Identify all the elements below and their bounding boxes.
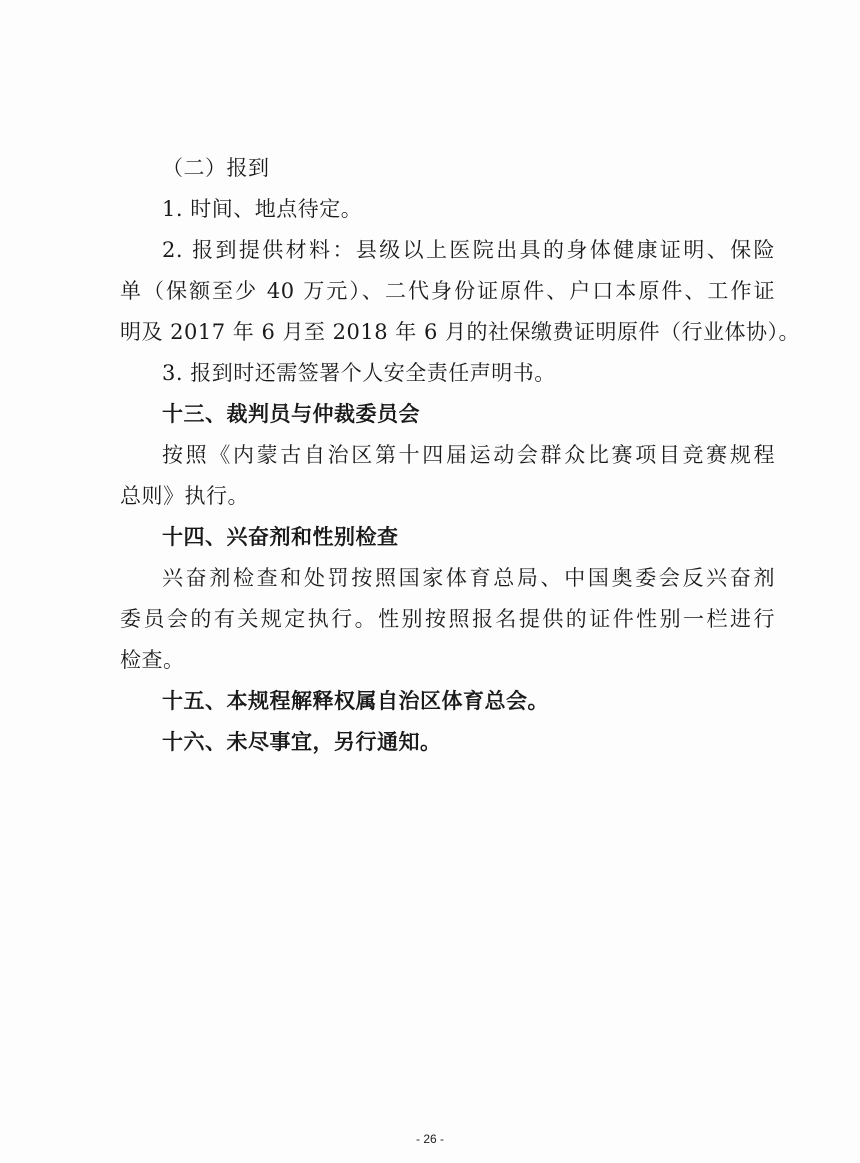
section-heading-referees: 十三、裁判员与仲裁委员会 [162, 402, 420, 426]
paragraph-line: 2. 报到提供材料：县级以上医院出具的身体健康证明、保险 [162, 238, 775, 262]
paragraph-line: 明及 2017 年 6 月至 2018 年 6 月的社保缴费证明原件（行业体协）。 [120, 320, 801, 344]
paragraph-line: 3. 报到时还需签署个人安全责任声明书。 [162, 361, 556, 385]
paragraph-line: 1. 时间、地点待定。 [162, 197, 363, 221]
paragraph-line: 兴奋剂检查和处罚按照国家体育总局、中国奥委会反兴奋剂 [162, 566, 775, 590]
paragraph-line: 单（保额至少 40 万元）、二代身份证原件、户口本原件、工作证 [120, 279, 775, 303]
paragraph-line: 总则》执行。 [120, 484, 249, 508]
paragraph-line: 按照《内蒙古自治区第十四届运动会群众比赛项目竞赛规程 [162, 443, 775, 467]
paragraph-line: 委员会的有关规定执行。性别按照报名提供的证件性别一栏进行 [120, 607, 775, 631]
section-heading-doping: 十四、兴奋剂和性别检查 [162, 525, 399, 549]
document-body [120, 148, 801, 763]
page-number: - 26 - [415, 1132, 444, 1146]
section-heading-misc: 十六、未尽事宜，另行通知。 [162, 730, 442, 754]
paragraph-line: 检查。 [120, 648, 185, 672]
section-heading-interpretation: 十五、本规程解释权属自治区体育总会。 [162, 689, 549, 713]
subsection-heading-registration: （二）报到 [162, 156, 270, 180]
